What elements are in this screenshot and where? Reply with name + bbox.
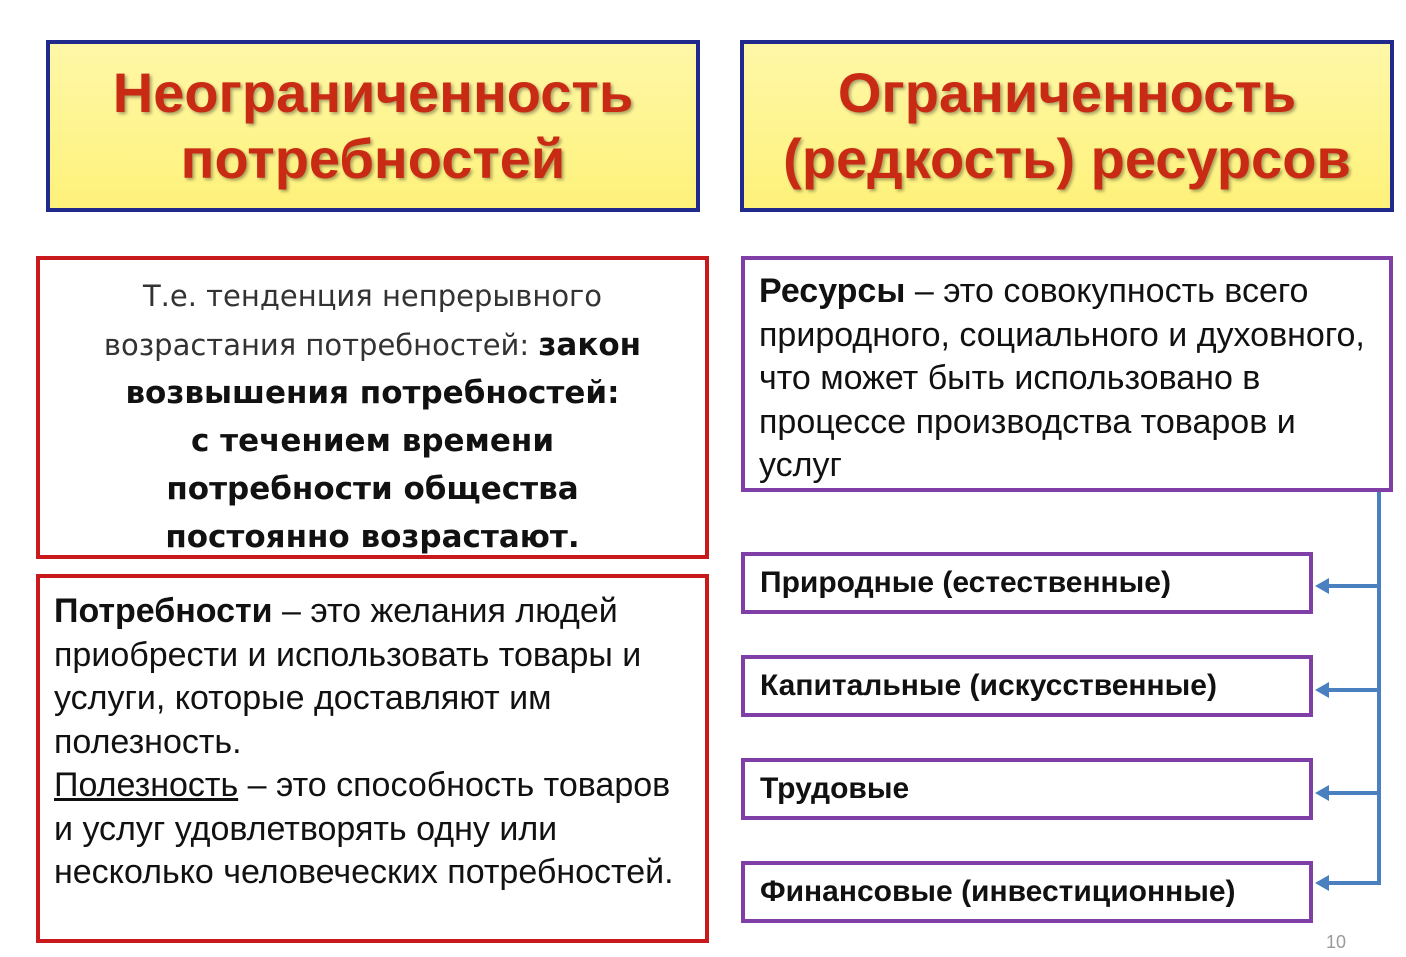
tendency-line-5: потребности общества bbox=[166, 471, 579, 507]
arrow-left-icon bbox=[1315, 578, 1329, 594]
resource-type-label: Природные (естественные) bbox=[760, 566, 1171, 599]
law-label: закон bbox=[538, 327, 642, 363]
needs-term: Потребности bbox=[54, 592, 273, 630]
needs-definition-box bbox=[36, 574, 709, 943]
needs-definition-text: – это желания людей приобрести и использовать товары и услуги, которые доставляют им полезность. bbox=[54, 592, 642, 761]
resources-definition-box bbox=[741, 256, 1393, 492]
resource-type-label: Финансовые (инвестиционные) bbox=[760, 875, 1236, 908]
header-needs bbox=[46, 40, 700, 212]
arrow-left-icon bbox=[1315, 785, 1329, 801]
needs-definition bbox=[54, 590, 691, 764]
tendency-box bbox=[36, 256, 709, 559]
resource-type-label: Трудовые bbox=[760, 772, 910, 805]
utility-definition bbox=[54, 764, 691, 895]
header-needs-title: Неограниченность потребностей bbox=[112, 61, 634, 190]
connector-branch-labor bbox=[1328, 791, 1381, 795]
resources-term: Ресурсы bbox=[759, 272, 906, 310]
page-number: 10 bbox=[1326, 932, 1347, 952]
resource-type-label: Капитальные (искусственные) bbox=[760, 669, 1217, 702]
resource-type-financial bbox=[741, 861, 1313, 923]
resource-type-labor bbox=[741, 758, 1313, 820]
connector-branch-financial bbox=[1328, 881, 1381, 885]
resource-type-natural bbox=[741, 552, 1313, 614]
resource-type-capital bbox=[741, 655, 1313, 717]
tendency-line-1: Т.е. тенденция непрерывного bbox=[142, 279, 603, 313]
arrow-left-icon bbox=[1315, 875, 1329, 891]
connector-branch-natural bbox=[1328, 584, 1381, 588]
tendency-line-6: постоянно возрастают. bbox=[165, 519, 580, 555]
header-resources bbox=[740, 40, 1394, 212]
connector-branch-capital bbox=[1328, 688, 1381, 692]
tendency-line-2: возрастания потребностей: bbox=[103, 328, 539, 362]
resources-definition-text: – это совокупность всего природного, социального и духовного, что может быть использовано в процессе производства товаров и услуг bbox=[759, 272, 1365, 484]
tendency-line-3: возвышения потребностей: bbox=[125, 375, 620, 411]
header-resources-title: Ограниченность (редкость) ресурсов bbox=[783, 61, 1351, 190]
utility-definition-text: – это способность товаров и услуг удовлетворять одну или несколько человеческих потребностей. bbox=[54, 766, 674, 891]
tendency-line-4: с течением времени bbox=[190, 423, 555, 459]
arrow-left-icon bbox=[1315, 682, 1329, 698]
utility-term: Полезность bbox=[54, 766, 239, 804]
